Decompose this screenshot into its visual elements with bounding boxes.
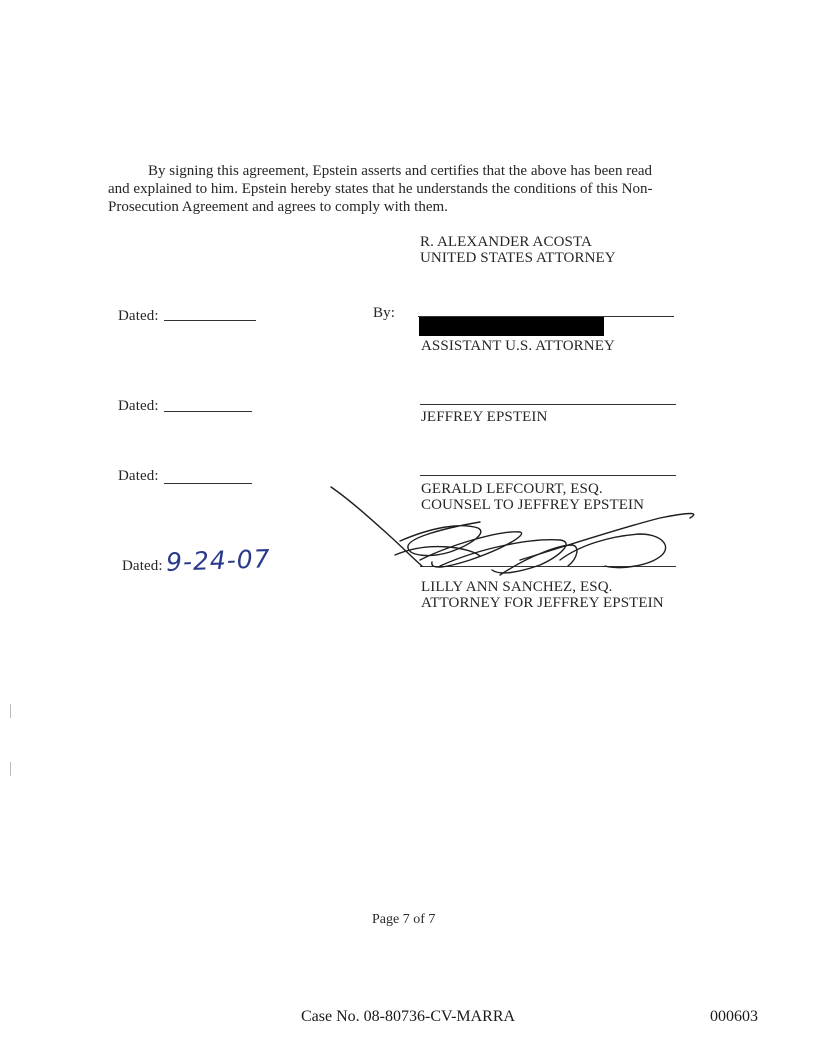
case-number: Case No. 08-80736-CV-MARRA <box>301 1008 516 1025</box>
lefcourt-title: COUNSEL TO JEFFREY EPSTEIN <box>421 497 645 513</box>
dated-label-2: Dated: <box>118 398 159 414</box>
scan-mark <box>10 704 11 718</box>
dated-label-4: Dated: <box>122 558 163 574</box>
paragraph-line-1: By signing this agreement, Epstein asserts and certifies that the above has been read <box>148 163 653 179</box>
us-attorney-title: UNITED STATES ATTORNEY <box>420 250 616 266</box>
dated-label-1: Dated: <box>118 308 159 324</box>
sanchez-title: ATTORNEY FOR JEFFREY EPSTEIN <box>421 595 664 611</box>
signature-strokes <box>331 487 694 575</box>
us-attorney-name: R. ALEXANDER ACOSTA <box>420 234 592 250</box>
handwritten-date: 9-24-07 <box>165 544 272 577</box>
paragraph-line-2: and explained to him. Epstein hereby states that he understands the conditions of this Non- <box>108 181 653 197</box>
by-label: By: <box>373 305 395 321</box>
scan-mark <box>10 762 11 776</box>
bates-number: 000603 <box>710 1008 758 1025</box>
sanchez-name: LILLY ANN SANCHEZ, ESQ. <box>421 579 613 595</box>
jeffrey-epstein-name: JEFFREY EPSTEIN <box>421 409 548 425</box>
assistant-us-attorney-title: ASSISTANT U.S. ATTORNEY <box>421 338 615 354</box>
lefcourt-name: GERALD LEFCOURT, ESQ. <box>421 481 603 497</box>
dated-label-3: Dated: <box>118 468 159 484</box>
page-number: Page 7 of 7 <box>372 912 436 927</box>
paragraph-line-3: Prosecution Agreement and agrees to comply with them. <box>108 199 448 215</box>
